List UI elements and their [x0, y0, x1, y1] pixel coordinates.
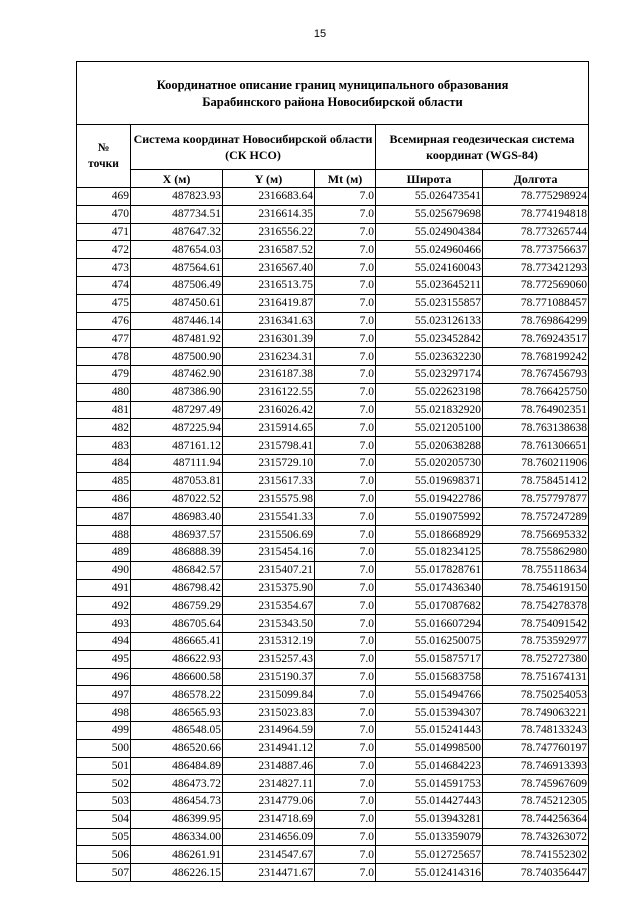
mt-value-cell: 7.0 — [315, 704, 376, 722]
x-coordinate-cell: 487225.94 — [131, 419, 223, 437]
latitude-cell: 55.023297174 — [376, 365, 483, 383]
x-coordinate-cell: 486261.91 — [131, 846, 223, 864]
longitude-cell: 78.769243517 — [483, 330, 589, 348]
table-row — [77, 704, 589, 722]
y-coordinate-cell: 2315099.84 — [223, 686, 315, 704]
latitude-cell: 55.023155857 — [376, 294, 483, 312]
latitude-cell: 55.012725657 — [376, 846, 483, 864]
longitude-cell: 78.744256364 — [483, 810, 589, 828]
latitude-cell: 55.013359079 — [376, 828, 483, 846]
y-coordinate-cell: 2315541.33 — [223, 508, 315, 526]
table-row — [77, 276, 589, 294]
longitude-cell: 78.756695332 — [483, 526, 589, 544]
x-coordinate-cell: 486578.22 — [131, 686, 223, 704]
table-row — [77, 348, 589, 366]
y-coordinate-cell: 2316614.35 — [223, 205, 315, 223]
table-row — [77, 241, 589, 259]
longitude-cell: 78.753592977 — [483, 632, 589, 650]
point-number-cell: 491 — [77, 579, 131, 597]
point-number-cell: 487 — [77, 508, 131, 526]
y-coordinate-cell: 2315798.41 — [223, 437, 315, 455]
y-coordinate-cell: 2315023.83 — [223, 704, 315, 722]
y-coordinate-cell: 2314964.59 — [223, 721, 315, 739]
table-row — [77, 419, 589, 437]
point-number-cell: 489 — [77, 543, 131, 561]
point-number-cell: 506 — [77, 846, 131, 864]
table-row — [77, 401, 589, 419]
mt-value-cell: 7.0 — [315, 668, 376, 686]
mt-value-cell: 7.0 — [315, 454, 376, 472]
y-coordinate-cell: 2315617.33 — [223, 472, 315, 490]
y-coordinate-cell: 2314471.67 — [223, 864, 315, 882]
longitude-cell: 78.758451412 — [483, 472, 589, 490]
point-number-cell: 486 — [77, 490, 131, 508]
longitude-cell: 78.757247289 — [483, 508, 589, 526]
y-coordinate-cell: 2316683.64 — [223, 188, 315, 206]
table-row — [77, 526, 589, 544]
latitude-cell: 55.015394307 — [376, 704, 483, 722]
point-number-cell: 488 — [77, 526, 131, 544]
x-coordinate-cell: 487450.61 — [131, 294, 223, 312]
latitude-cell: 55.021832920 — [376, 401, 483, 419]
mt-value-cell: 7.0 — [315, 543, 376, 561]
latitude-cell: 55.015241443 — [376, 721, 483, 739]
mt-value-cell: 7.0 — [315, 223, 376, 241]
y-coordinate-cell: 2315506.69 — [223, 526, 315, 544]
x-coordinate-cell: 487481.92 — [131, 330, 223, 348]
latitude-cell: 55.021205100 — [376, 419, 483, 437]
table-row — [77, 437, 589, 455]
table-row — [77, 686, 589, 704]
longitude-cell: 78.768199242 — [483, 348, 589, 366]
longitude-cell: 78.761306651 — [483, 437, 589, 455]
latitude-cell: 55.019422786 — [376, 490, 483, 508]
longitude-cell: 78.755862980 — [483, 543, 589, 561]
mt-value-cell: 7.0 — [315, 775, 376, 793]
longitude-cell: 78.773756637 — [483, 241, 589, 259]
x-coordinate-cell: 486600.58 — [131, 668, 223, 686]
y-coordinate-cell: 2315375.90 — [223, 579, 315, 597]
x-coordinate-cell: 487297.49 — [131, 401, 223, 419]
table-title-line2: Барабинского района Новосибирской области — [202, 95, 463, 109]
longitude-cell: 78.747760197 — [483, 739, 589, 757]
table-row — [77, 543, 589, 561]
y-coordinate-cell: 2315914.65 — [223, 419, 315, 437]
x-coordinate-cell: 486798.42 — [131, 579, 223, 597]
latitude-cell: 55.026473541 — [376, 188, 483, 206]
point-number-cell: 482 — [77, 419, 131, 437]
mt-value-cell: 7.0 — [315, 276, 376, 294]
point-number-cell: 500 — [77, 739, 131, 757]
x-coordinate-cell: 487823.93 — [131, 188, 223, 206]
x-coordinate-cell: 486226.15 — [131, 864, 223, 882]
latitude-cell: 55.024160043 — [376, 259, 483, 277]
point-number-cell: 498 — [77, 704, 131, 722]
mt-value-cell: 7.0 — [315, 650, 376, 668]
x-coordinate-cell: 487111.94 — [131, 454, 223, 472]
latitude-cell: 55.025679698 — [376, 205, 483, 223]
mt-value-cell: 7.0 — [315, 330, 376, 348]
latitude-cell: 55.023645211 — [376, 276, 483, 294]
y-coordinate-cell: 2316419.87 — [223, 294, 315, 312]
mt-value-cell: 7.0 — [315, 846, 376, 864]
mt-value-cell: 7.0 — [315, 828, 376, 846]
mt-value-cell: 7.0 — [315, 757, 376, 775]
table-row — [77, 864, 589, 882]
table-row — [77, 668, 589, 686]
point-number-cell: 476 — [77, 312, 131, 330]
x-coordinate-cell: 486548.05 — [131, 721, 223, 739]
mt-value-cell: 7.0 — [315, 401, 376, 419]
point-number-cell: 497 — [77, 686, 131, 704]
latitude-cell: 55.012414316 — [376, 864, 483, 882]
y-coordinate-cell: 2314718.69 — [223, 810, 315, 828]
y-coordinate-cell: 2314827.11 — [223, 775, 315, 793]
point-number-cell: 490 — [77, 561, 131, 579]
column-header-x: X (м) — [131, 170, 223, 188]
point-number-cell: 483 — [77, 437, 131, 455]
y-coordinate-cell: 2314887.46 — [223, 757, 315, 775]
mt-value-cell: 7.0 — [315, 721, 376, 739]
point-number-cell: 475 — [77, 294, 131, 312]
table-row — [77, 365, 589, 383]
longitude-cell: 78.748133243 — [483, 721, 589, 739]
x-coordinate-cell: 487053.81 — [131, 472, 223, 490]
column-header-longitude: Долгота — [483, 170, 589, 188]
point-number-cell: 472 — [77, 241, 131, 259]
longitude-cell: 78.749063221 — [483, 704, 589, 722]
x-coordinate-cell: 486565.93 — [131, 704, 223, 722]
point-number-cell: 504 — [77, 810, 131, 828]
page-number: 15 — [313, 28, 327, 40]
longitude-cell: 78.771088457 — [483, 294, 589, 312]
table-row — [77, 472, 589, 490]
y-coordinate-cell: 2314941.12 — [223, 739, 315, 757]
x-coordinate-cell: 486520.66 — [131, 739, 223, 757]
column-header-latitude: Широта — [376, 170, 483, 188]
mt-value-cell: 7.0 — [315, 490, 376, 508]
longitude-cell: 78.772569060 — [483, 276, 589, 294]
longitude-cell: 78.745967609 — [483, 775, 589, 793]
x-coordinate-cell: 486759.29 — [131, 597, 223, 615]
point-number-cell: 495 — [77, 650, 131, 668]
mt-value-cell: 7.0 — [315, 615, 376, 633]
latitude-cell: 55.024960466 — [376, 241, 483, 259]
table-row — [77, 294, 589, 312]
mt-value-cell: 7.0 — [315, 686, 376, 704]
y-coordinate-cell: 2316234.31 — [223, 348, 315, 366]
mt-value-cell: 7.0 — [315, 597, 376, 615]
mt-value-cell: 7.0 — [315, 348, 376, 366]
column-header-mt: Mt (м) — [315, 170, 376, 188]
table-row — [77, 561, 589, 579]
table-row — [77, 615, 589, 633]
point-number-cell: 479 — [77, 365, 131, 383]
mt-value-cell: 7.0 — [315, 579, 376, 597]
table-row — [77, 650, 589, 668]
mt-value-cell: 7.0 — [315, 205, 376, 223]
x-coordinate-cell: 487506.49 — [131, 276, 223, 294]
mt-value-cell: 7.0 — [315, 419, 376, 437]
y-coordinate-cell: 2315454.16 — [223, 543, 315, 561]
table-row — [77, 775, 589, 793]
y-coordinate-cell: 2315190.37 — [223, 668, 315, 686]
x-coordinate-cell: 487161.12 — [131, 437, 223, 455]
latitude-cell: 55.015875717 — [376, 650, 483, 668]
point-number-cell: 501 — [77, 757, 131, 775]
mt-value-cell: 7.0 — [315, 864, 376, 882]
point-number-cell: 478 — [77, 348, 131, 366]
mt-value-cell: 7.0 — [315, 294, 376, 312]
table-row — [77, 632, 589, 650]
latitude-cell: 55.016250075 — [376, 632, 483, 650]
point-number-cell: 494 — [77, 632, 131, 650]
y-coordinate-cell: 2316341.63 — [223, 312, 315, 330]
y-coordinate-cell: 2315257.43 — [223, 650, 315, 668]
point-number-cell: 484 — [77, 454, 131, 472]
point-number-header: № точки — [77, 125, 131, 188]
point-number-cell: 471 — [77, 223, 131, 241]
point-number-cell: 492 — [77, 597, 131, 615]
longitude-cell: 78.760211906 — [483, 454, 589, 472]
latitude-cell: 55.022623198 — [376, 383, 483, 401]
table-title — [77, 62, 589, 125]
x-coordinate-cell: 487564.61 — [131, 259, 223, 277]
table-row — [77, 454, 589, 472]
table-row — [77, 205, 589, 223]
longitude-cell: 78.769864299 — [483, 312, 589, 330]
point-number-cell: 493 — [77, 615, 131, 633]
longitude-cell: 78.754619150 — [483, 579, 589, 597]
latitude-cell: 55.017828761 — [376, 561, 483, 579]
y-coordinate-cell: 2314547.67 — [223, 846, 315, 864]
table-row — [77, 810, 589, 828]
longitude-cell: 78.750254053 — [483, 686, 589, 704]
x-coordinate-cell: 487500.90 — [131, 348, 223, 366]
latitude-cell: 55.023452842 — [376, 330, 483, 348]
x-coordinate-cell: 486473.72 — [131, 775, 223, 793]
latitude-cell: 55.013943281 — [376, 810, 483, 828]
x-coordinate-cell: 486705.64 — [131, 615, 223, 633]
longitude-cell: 78.774194818 — [483, 205, 589, 223]
longitude-cell: 78.757797877 — [483, 490, 589, 508]
y-coordinate-cell: 2315407.21 — [223, 561, 315, 579]
x-coordinate-cell: 486334.00 — [131, 828, 223, 846]
point-number-cell: 503 — [77, 793, 131, 811]
x-coordinate-cell: 486888.39 — [131, 543, 223, 561]
y-coordinate-cell: 2316556.22 — [223, 223, 315, 241]
longitude-cell: 78.740356447 — [483, 864, 589, 882]
latitude-cell: 55.014591753 — [376, 775, 483, 793]
x-coordinate-cell: 486983.40 — [131, 508, 223, 526]
table-row — [77, 383, 589, 401]
point-number-cell: 485 — [77, 472, 131, 490]
longitude-cell: 78.755118634 — [483, 561, 589, 579]
table-row — [77, 597, 589, 615]
point-number-cell: 505 — [77, 828, 131, 846]
y-coordinate-cell: 2316187.38 — [223, 365, 315, 383]
x-coordinate-cell: 486622.93 — [131, 650, 223, 668]
longitude-cell: 78.745212305 — [483, 793, 589, 811]
point-number-cell: 477 — [77, 330, 131, 348]
longitude-cell: 78.764902351 — [483, 401, 589, 419]
column-header-y: Y (м) — [223, 170, 315, 188]
longitude-cell: 78.763138638 — [483, 419, 589, 437]
y-coordinate-cell: 2316513.75 — [223, 276, 315, 294]
y-coordinate-cell: 2315729.10 — [223, 454, 315, 472]
latitude-cell: 55.020638288 — [376, 437, 483, 455]
longitude-cell: 78.751674131 — [483, 668, 589, 686]
mt-value-cell: 7.0 — [315, 312, 376, 330]
mt-value-cell: 7.0 — [315, 508, 376, 526]
latitude-cell: 55.015494766 — [376, 686, 483, 704]
latitude-cell: 55.024904384 — [376, 223, 483, 241]
latitude-cell: 55.023632230 — [376, 348, 483, 366]
latitude-cell: 55.014427443 — [376, 793, 483, 811]
mt-value-cell: 7.0 — [315, 793, 376, 811]
x-coordinate-cell: 487022.52 — [131, 490, 223, 508]
wgs84-system-header: Всемирная геодезическая система координат (WGS-84) — [376, 125, 589, 170]
y-coordinate-cell: 2315343.50 — [223, 615, 315, 633]
table-row — [77, 846, 589, 864]
mt-value-cell: 7.0 — [315, 383, 376, 401]
latitude-cell: 55.014684223 — [376, 757, 483, 775]
longitude-cell: 78.775298924 — [483, 188, 589, 206]
longitude-cell: 78.773421293 — [483, 259, 589, 277]
longitude-cell: 78.773265744 — [483, 223, 589, 241]
table-row — [77, 828, 589, 846]
latitude-cell: 55.017087682 — [376, 597, 483, 615]
table-row — [77, 188, 589, 206]
latitude-cell: 55.018234125 — [376, 543, 483, 561]
latitude-cell: 55.020205730 — [376, 454, 483, 472]
longitude-cell: 78.766425750 — [483, 383, 589, 401]
x-coordinate-cell: 487647.32 — [131, 223, 223, 241]
y-coordinate-cell: 2315354.67 — [223, 597, 315, 615]
latitude-cell: 55.017436340 — [376, 579, 483, 597]
latitude-cell: 55.023126133 — [376, 312, 483, 330]
latitude-cell: 55.014998500 — [376, 739, 483, 757]
point-number-cell: 481 — [77, 401, 131, 419]
mt-value-cell: 7.0 — [315, 632, 376, 650]
mt-value-cell: 7.0 — [315, 365, 376, 383]
x-coordinate-cell: 486937.57 — [131, 526, 223, 544]
y-coordinate-cell: 2316587.52 — [223, 241, 315, 259]
x-coordinate-cell: 486454.73 — [131, 793, 223, 811]
y-coordinate-cell: 2316122.55 — [223, 383, 315, 401]
mt-value-cell: 7.0 — [315, 739, 376, 757]
mt-value-cell: 7.0 — [315, 472, 376, 490]
x-coordinate-cell: 487446.14 — [131, 312, 223, 330]
latitude-cell: 55.018668929 — [376, 526, 483, 544]
x-coordinate-cell: 487462.90 — [131, 365, 223, 383]
longitude-cell: 78.746913393 — [483, 757, 589, 775]
latitude-cell: 55.019698371 — [376, 472, 483, 490]
mt-value-cell: 7.0 — [315, 561, 376, 579]
table-row — [77, 490, 589, 508]
nsk-system-header: Система координат Новосибирской области (СК НСО) — [131, 125, 376, 170]
mt-value-cell: 7.0 — [315, 526, 376, 544]
x-coordinate-cell: 486665.41 — [131, 632, 223, 650]
mt-value-cell: 7.0 — [315, 188, 376, 206]
point-number-cell: 474 — [77, 276, 131, 294]
table-row — [77, 259, 589, 277]
y-coordinate-cell: 2315312.19 — [223, 632, 315, 650]
mt-value-cell: 7.0 — [315, 259, 376, 277]
point-number-cell: 473 — [77, 259, 131, 277]
longitude-cell: 78.754091542 — [483, 615, 589, 633]
longitude-cell: 78.752727380 — [483, 650, 589, 668]
latitude-cell: 55.016607294 — [376, 615, 483, 633]
latitude-cell: 55.015683758 — [376, 668, 483, 686]
table-row — [77, 579, 589, 597]
coordinates-table — [76, 61, 589, 882]
point-number-cell: 496 — [77, 668, 131, 686]
point-number-cell: 502 — [77, 775, 131, 793]
table-row — [77, 739, 589, 757]
table-row — [77, 508, 589, 526]
x-coordinate-cell: 487386.90 — [131, 383, 223, 401]
x-coordinate-cell: 486484.89 — [131, 757, 223, 775]
mt-value-cell: 7.0 — [315, 241, 376, 259]
table-row — [77, 330, 589, 348]
point-number-cell: 470 — [77, 205, 131, 223]
mt-value-cell: 7.0 — [315, 437, 376, 455]
table-row — [77, 757, 589, 775]
y-coordinate-cell: 2316567.40 — [223, 259, 315, 277]
table-body — [77, 188, 589, 882]
longitude-cell: 78.767456793 — [483, 365, 589, 383]
point-number-cell: 480 — [77, 383, 131, 401]
point-number-cell: 499 — [77, 721, 131, 739]
y-coordinate-cell: 2316026.42 — [223, 401, 315, 419]
point-number-cell: 507 — [77, 864, 131, 882]
x-coordinate-cell: 486842.57 — [131, 561, 223, 579]
table-row — [77, 223, 589, 241]
longitude-cell: 78.743263072 — [483, 828, 589, 846]
table-row — [77, 793, 589, 811]
y-coordinate-cell: 2314779.06 — [223, 793, 315, 811]
x-coordinate-cell: 487734.51 — [131, 205, 223, 223]
point-number-cell: 469 — [77, 188, 131, 206]
y-coordinate-cell: 2315575.98 — [223, 490, 315, 508]
y-coordinate-cell: 2316301.39 — [223, 330, 315, 348]
x-coordinate-cell: 486399.95 — [131, 810, 223, 828]
table-title-line1: Координатное описание границ муниципального образования — [156, 78, 509, 92]
mt-value-cell: 7.0 — [315, 810, 376, 828]
table-row — [77, 721, 589, 739]
latitude-cell: 55.019075992 — [376, 508, 483, 526]
y-coordinate-cell: 2314656.09 — [223, 828, 315, 846]
x-coordinate-cell: 487654.03 — [131, 241, 223, 259]
table-row — [77, 312, 589, 330]
longitude-cell: 78.754278378 — [483, 597, 589, 615]
longitude-cell: 78.741552302 — [483, 846, 589, 864]
